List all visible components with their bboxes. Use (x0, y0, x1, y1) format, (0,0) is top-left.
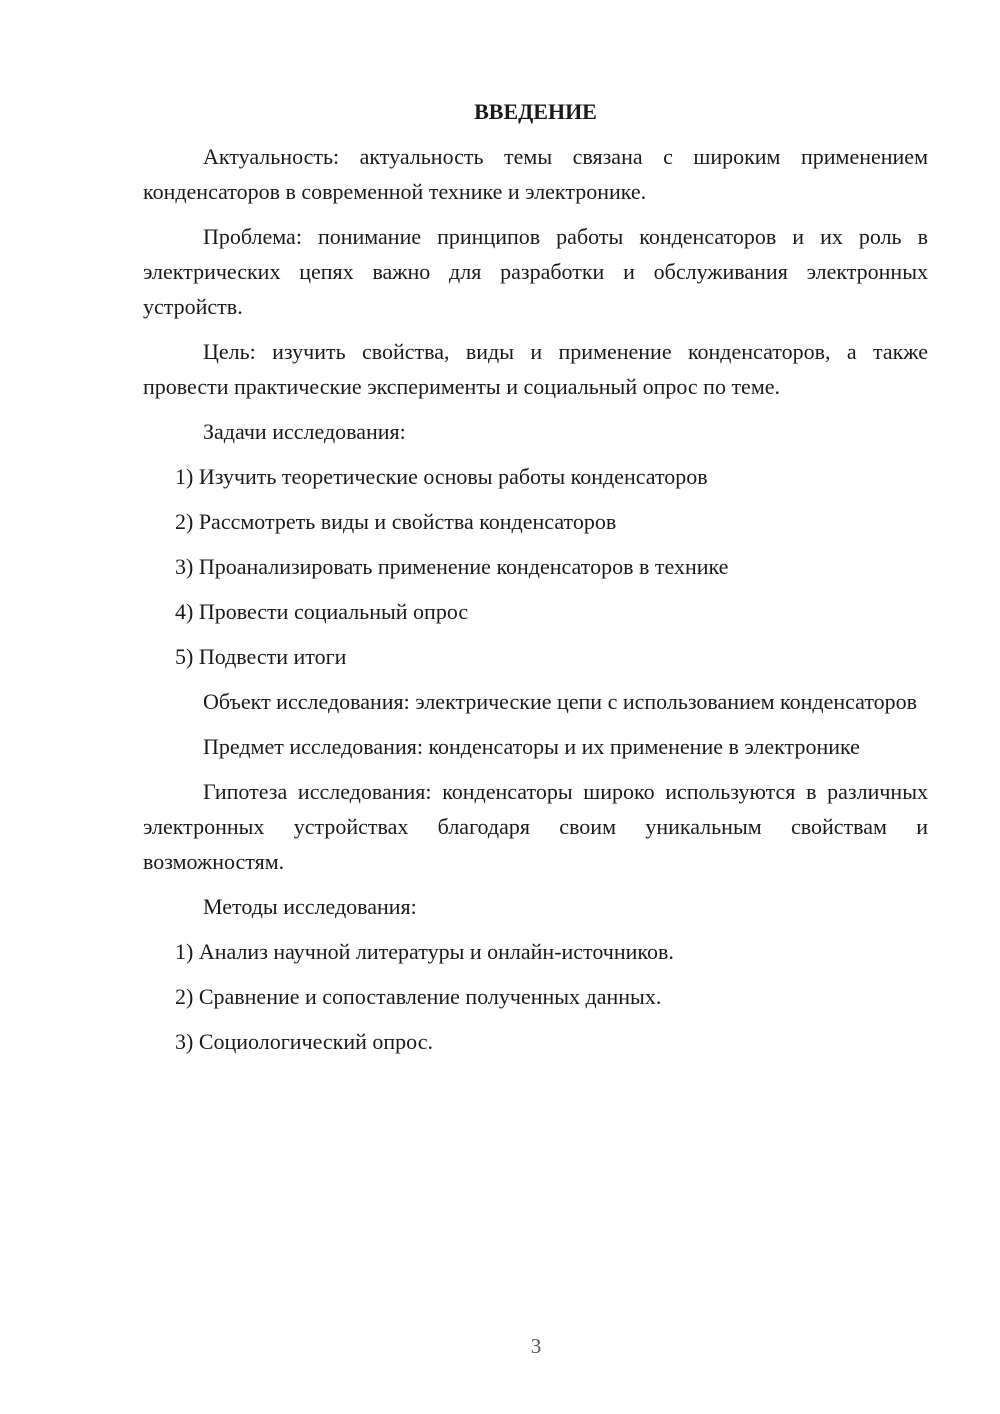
tasks-heading: Задачи исследования: (203, 419, 406, 444)
list-item: 2) Сравнение и сопоставление полученных данных. (175, 984, 662, 1009)
paragraph-subject: Предмет исследования: конденсаторы и их применение в электронике (203, 734, 860, 759)
list-item: 4) Провести социальный опрос (175, 599, 469, 624)
paragraph-goal: Цель: изучить свойства, виды и применение конденсаторов, а также провести практические эксперименты и социальный опрос по теме. (143, 339, 928, 399)
tasks-list (143, 459, 928, 674)
list-item: 1) Анализ научной литературы и онлайн-источников. (175, 939, 674, 964)
methods-list (143, 934, 928, 1059)
page-number: 3 (530, 1334, 542, 1358)
list-item: 2) Рассмотреть виды и свойства конденсаторов (175, 509, 617, 534)
paragraph-hypothesis: Гипотеза исследования: конденсаторы широко используются в различных электронных устройствах благодаря своим уникальным свойствам и возможностям. (143, 779, 928, 874)
methods-heading: Методы исследования: (203, 894, 417, 919)
list-item: 3) Проанализировать применение конденсаторов в технике (175, 554, 729, 579)
paragraph-relevance: Актуальность: актуальность темы связана с широким применением конденсаторов в современной технике и электронике. (143, 144, 928, 204)
list-item: 3) Социологический опрос. (175, 1029, 433, 1054)
list-item: 1) Изучить теоретические основы работы конденсаторов (175, 464, 708, 489)
section-title: ВВЕДЕНИЕ (474, 99, 597, 124)
list-item: 5) Подвести итоги (175, 644, 347, 669)
page-content (143, 94, 928, 1069)
paragraph-problem: Проблема: понимание принципов работы конденсаторов и их роль в электрических цепях важно для разработки и обслуживания электронных устройств. (143, 224, 928, 319)
paragraph-object: Объект исследования: электрические цепи с использованием конденсаторов (203, 689, 918, 714)
